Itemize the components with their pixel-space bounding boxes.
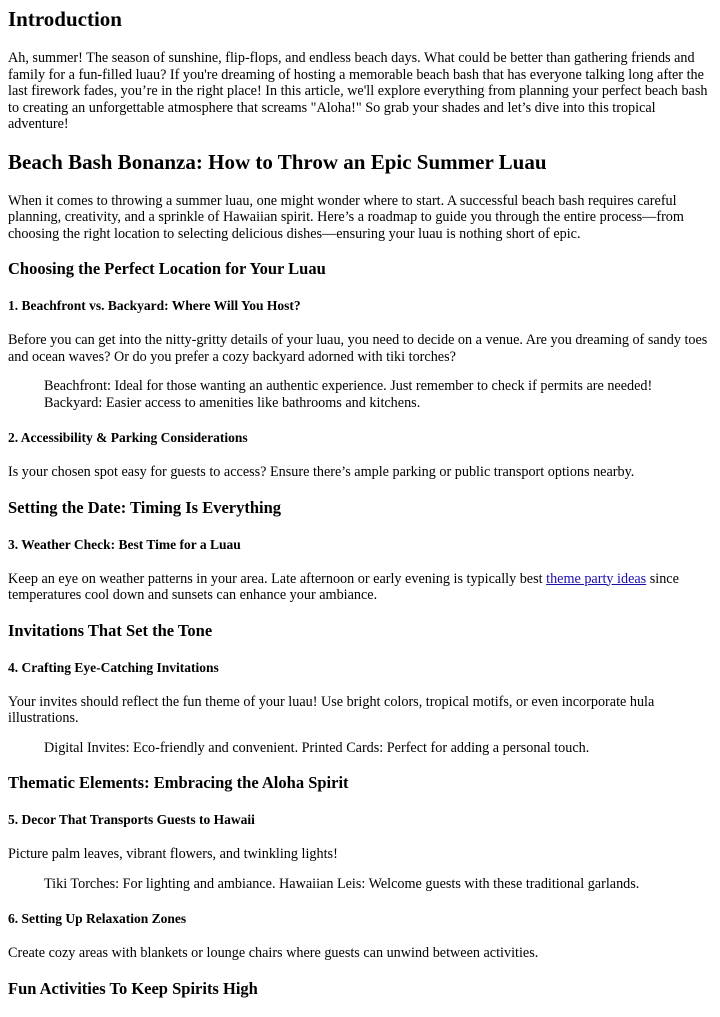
- intro-paragraph: Ah, summer! The season of sunshine, flip-flops, and endless beach days. What could be better than gathering friends and family for a fun-filled luau? If you're dreaming of hosting a memorable beach bash that has everyone talking long after the last firework fades, you’re in the right place! In this article, we'll explore everything from planning your perfect beach bash to creating an unforgettable atmosphere that screams "Aloha!" So grab your shades and let’s dive into this tropical adventure!: [8, 50, 708, 132]
- thematic-heading: Thematic Elements: Embracing the Aloha Spirit: [8, 773, 349, 792]
- list-item-invites: Digital Invites: Eco-friendly and convenient. Printed Cards: Perfect for adding a personal touch.: [44, 739, 590, 756]
- section-5-list: [44, 876, 712, 893]
- list-item-decor: Tiki Torches: For lighting and ambiance. Hawaiian Leis: Welcome guests with these traditional garlands.: [44, 875, 640, 892]
- section-3-text-after: since temperatures cool down and sunsets can enhance your ambiance.: [8, 570, 679, 603]
- main-heading: Beach Bash Bonanza: How to Throw an Epic Summer Luau: [8, 149, 547, 174]
- section-6-paragraph: Create cozy areas with blankets or lounge chairs where guests can unwind between activities.: [8, 945, 539, 961]
- section-3-heading: 3. Weather Check: Best Time for a Luau: [8, 536, 241, 552]
- section-1-list: [44, 378, 712, 411]
- section-6-heading: 6. Setting Up Relaxation Zones: [8, 911, 187, 926]
- section-3-text-before: Keep an eye on weather patterns in your area. Late afternoon or early evening is typically best: [8, 570, 547, 587]
- list-item-backyard: Backyard: Easier access to amenities like bathrooms and kitchens.: [44, 394, 421, 411]
- section-3-paragraph: [8, 571, 712, 604]
- section-1-heading: 1. Beachfront vs. Backyard: Where Will You Host?: [8, 298, 301, 313]
- list-item-beachfront: Beachfront: Ideal for those wanting an authentic experience. Just remember to check if permits are needed!: [44, 378, 653, 394]
- intro-heading: Introduction: [8, 7, 122, 31]
- section-4-paragraph: Your invites should reflect the fun theme of your luau! Use bright colors, tropical motifs, or even incorporate hula illustrations.: [8, 693, 655, 726]
- section-5-heading: 5. Decor That Transports Guests to Hawaii: [8, 812, 255, 827]
- date-heading: Setting the Date: Timing Is Everything: [8, 497, 282, 517]
- invites-heading: Invitations That Set the Tone: [8, 620, 213, 640]
- section-2-paragraph: Is your chosen spot easy for guests to access? Ensure there’s ample parking or public transport options nearby.: [8, 464, 635, 480]
- section-4-heading: 4. Crafting Eye-Catching Invitations: [8, 659, 219, 675]
- location-heading: Choosing the Perfect Location for Your Luau: [8, 259, 326, 278]
- section-1-paragraph: Before you can get into the nitty-gritty details of your luau, you need to decide on a venue. Are you dreaming of sandy toes and ocean waves? Or do you prefer a cozy backyard adorned with tiki torches?: [8, 332, 708, 365]
- activities-heading: Fun Activities To Keep Spirits High: [8, 978, 258, 998]
- section-5-paragraph: Picture palm leaves, vibrant flowers, and twinkling lights!: [8, 846, 338, 862]
- section-2-heading: 2. Accessibility & Parking Considerations: [8, 430, 248, 445]
- theme-party-ideas-link[interactable]: theme party ideas: [546, 570, 647, 587]
- main-paragraph: When it comes to throwing a summer luau, one might wonder where to start. A successful beach bash requires careful planning, creativity, and a sprinkle of Hawaiian spirit. Here’s a roadmap to guide you through the entire process—from choosing the right location to selecting delicious dishes—ensuring your luau is nothing short of epic.: [8, 192, 684, 242]
- section-4-list: [44, 740, 712, 757]
